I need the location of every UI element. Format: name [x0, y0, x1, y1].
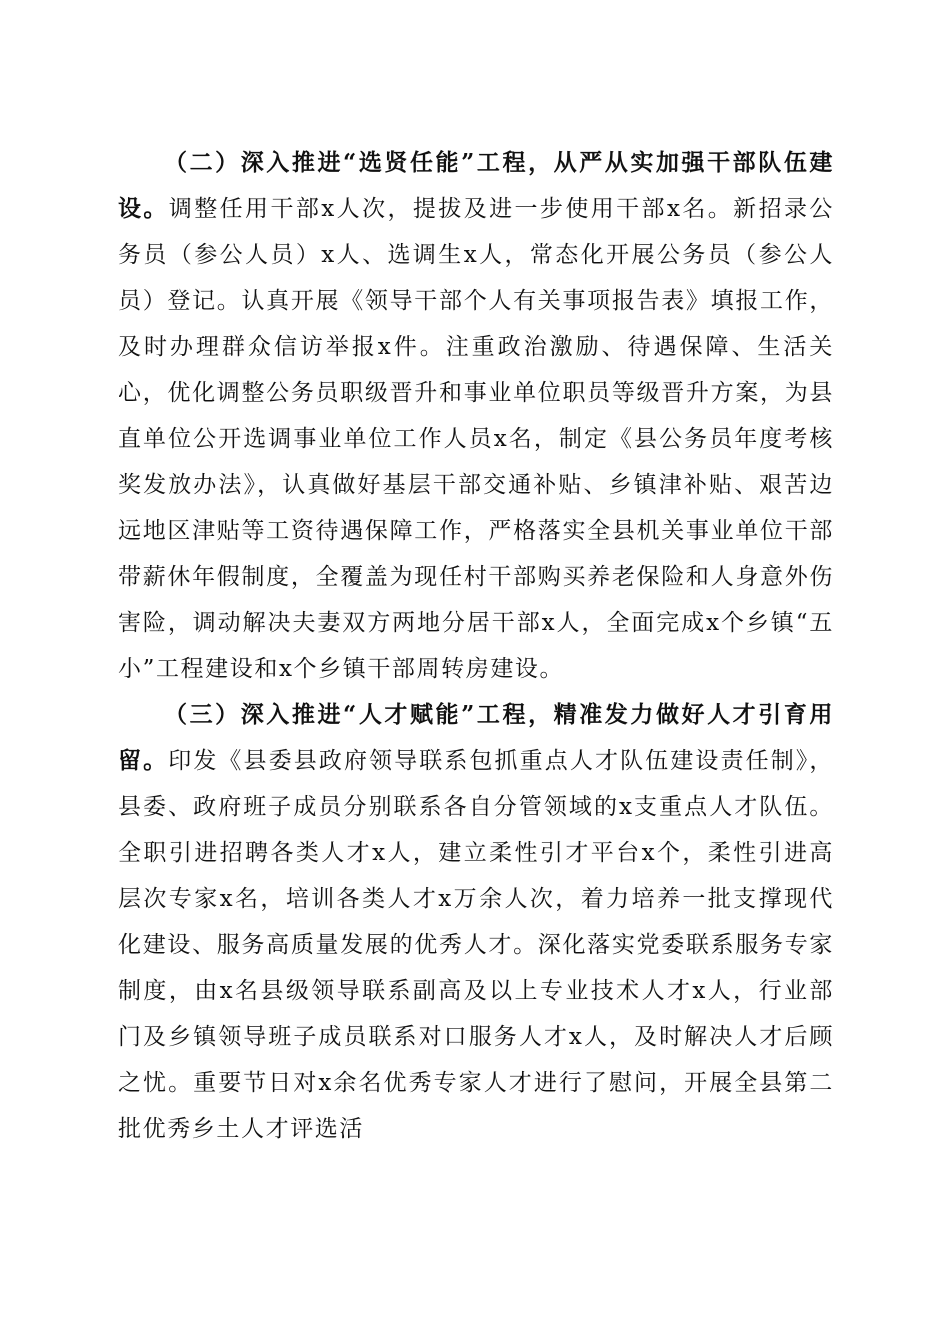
document-body: [118, 140, 834, 1152]
paragraph-heading: （三）深入推进“人才赋能”工程，精准发力做好人才引育用留。: [118, 701, 834, 774]
paragraph-cadre-team: [118, 140, 834, 692]
paragraph-text: 印发《县委县政府领导联系包抓重点人才队伍建设责任制》，县委、政府班子成员分别联系各自分管领域的x支重点人才队伍。全职引进招聘各类人才x人，建立柔性引才平台x个，柔性引进高层次专家x名，培训各类人才x万余人次，着力培养一批支撑现代化建设、服务高质量发展的优秀人才。深化落实党委联系服务专家制度，由x名县级领导联系副高及以上专业技术人才x人，行业部门及乡镇领导班子成员联系对口服务人才x人，及时解决人才后顾之忧。重要节日对x余名优秀专家人才进行了慰问，开展全县第二批优秀乡土人才评选活: [118, 748, 835, 1142]
paragraph-text: 调整任用干部x人次，提拔及进一步使用干部x名。新招录公务员（参公人员）x人、选调生x人，常态化开展公务员（参公人员）登记。认真开展《领导干部个人有关事项报告表》填报工作，及时办理群众信访举报x件。注重政治激励、待遇保障、生活关心，优化调整公务员职级晋升和事业单位职员等级晋升方案，为县直单位公开选调事业单位工作人员x名，制定《县公务员年度考核奖发放办法》，认真做好基层干部交通补贴、乡镇津补贴、艰苦边远地区津贴等工资待遇保障工作，严格落实全县机关事业单位干部带薪休年假制度，全覆盖为现任村干部购买养老保险和人身意外伤害险，调动解决夫妻双方两地分居干部x人，全面完成x个乡镇“五小”工程建设和x个乡镇干部周转房建设。: [118, 196, 834, 682]
paragraph-talent: [118, 692, 834, 1152]
paragraph-heading: （二）深入推进“选贤任能”工程，从严从实加强干部队伍建设。: [118, 149, 834, 222]
